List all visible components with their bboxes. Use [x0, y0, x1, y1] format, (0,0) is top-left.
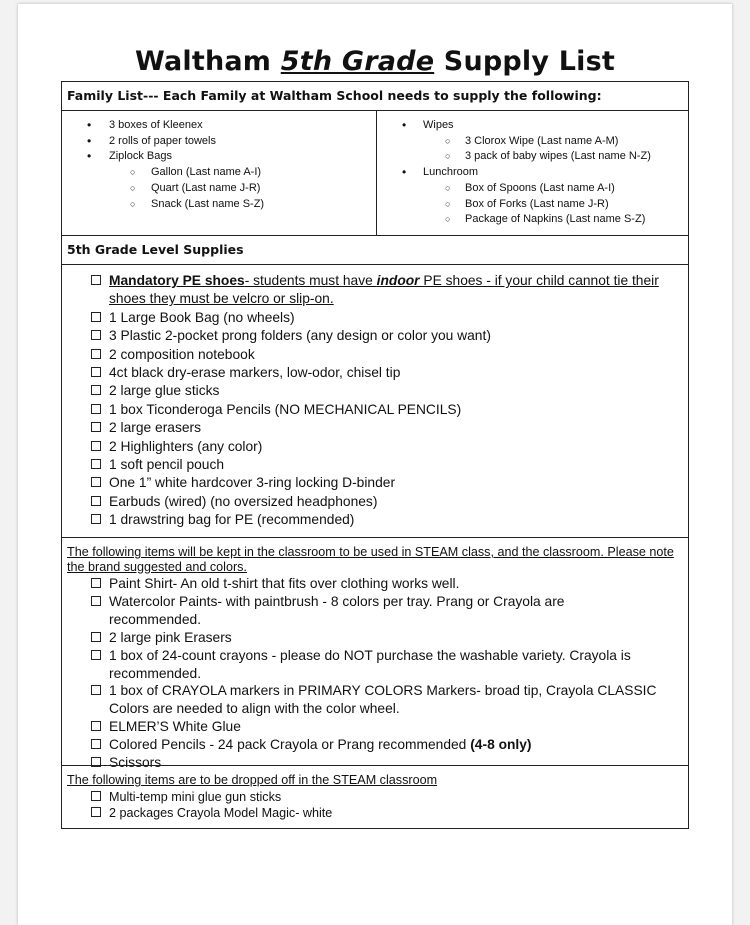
- checklist-item: [62, 647, 688, 683]
- checklist-item: [62, 718, 688, 736]
- checklist-item: [62, 629, 688, 647]
- checklist-item: [62, 805, 688, 821]
- checkbox[interactable]: [91, 514, 101, 524]
- checkbox[interactable]: [91, 596, 101, 606]
- checkbox[interactable]: [91, 441, 101, 451]
- family-list-left-column: [62, 111, 377, 235]
- steam-intro: The following items will be kept in the classroom to be used in STEAM class, and the classroom. Please note the brand suggested and colors.: [67, 545, 674, 574]
- bullet-item: • Lunchroom: [377, 165, 688, 181]
- checklist-item: [62, 327, 688, 345]
- checklist-item-label: Earbuds (wired) (no oversized headphones): [109, 493, 378, 509]
- sub-bullet-item: ○ Package of Napkins (Last name S-Z): [377, 212, 688, 228]
- checkbox[interactable]: [91, 459, 101, 469]
- sub-bullet-item: ○ Gallon (Last name A-I): [62, 165, 376, 181]
- checkbox[interactable]: [91, 349, 101, 359]
- checklist-item: [62, 309, 688, 327]
- checklist-item-label: 1 Large Book Bag (no wheels): [109, 309, 295, 325]
- checkbox[interactable]: [91, 650, 101, 660]
- checklist-item: [62, 401, 688, 419]
- sub-bullet-item: ○ 3 Clorox Wipe (Last name A-M): [377, 134, 688, 150]
- checklist-item-label: 2 composition notebook: [109, 346, 255, 362]
- checklist-item: [62, 419, 688, 437]
- checklist-item: [62, 456, 688, 474]
- family-list-header: Family List--- Each Family at Waltham School needs to supply the following:: [62, 82, 688, 111]
- checkbox[interactable]: [91, 367, 101, 377]
- bullet-item: • 3 boxes of Kleenex: [62, 118, 376, 134]
- checklist-item: [62, 364, 688, 382]
- checklist-item-label: ELMER’S White Glue: [109, 719, 241, 735]
- dropoff-box: [61, 765, 689, 829]
- pe-shoes-item: Mandatory PE shoes- students must have indoor PE shoes - if your child cannot tie their shoes they must be velcro or slip-on.: [62, 272, 688, 309]
- checklist-item-label: 1 box of 24-count crayons - please do NOT purchase the washable variety. Crayola is recommended.: [109, 647, 631, 681]
- checkbox[interactable]: [91, 685, 101, 695]
- sub-bullet-item: ○ Box of Forks (Last name J-R): [377, 197, 688, 213]
- checklist-item: [62, 789, 688, 805]
- checklist-item-label: 2 Highlighters (any color): [109, 438, 263, 454]
- checkbox[interactable]: [91, 739, 101, 749]
- checkbox[interactable]: [91, 632, 101, 642]
- steam-supplies-box: [61, 537, 689, 771]
- checklist-item-label: Paint Shirt- An old t-shirt that fits over clothing works well.: [109, 576, 460, 591]
- checklist-item-label: 3 Plastic 2-pocket prong folders (any design or color you want): [109, 328, 491, 344]
- checklist-item-label: 1 box of CRAYOLA markers in PRIMARY COLORS Markers- broad tip, Crayola CLASSIC Colors are needed to align with the color wheel.: [109, 683, 657, 717]
- checklist-item: Scissors: [62, 754, 688, 772]
- checklist-item-label: 2 packages Crayola Model Magic- white: [109, 806, 333, 820]
- checkbox[interactable]: [91, 807, 101, 817]
- checklist-item-label: 1 soft pencil pouch: [109, 457, 225, 473]
- checklist-item: [62, 682, 688, 718]
- grade-supplies-header: 5th Grade Level Supplies: [62, 236, 688, 265]
- dropoff-intro: The following items are to be dropped off in the STEAM classroom: [67, 773, 438, 787]
- checklist-item: [62, 346, 688, 364]
- checklist-item-label: 1 drawstring bag for PE (recommended): [109, 512, 355, 528]
- checkbox[interactable]: [91, 275, 101, 285]
- checkbox[interactable]: [91, 791, 101, 801]
- document-page: [18, 4, 732, 925]
- checkbox[interactable]: [91, 385, 101, 395]
- checkbox[interactable]: [91, 496, 101, 506]
- checklist-item: Colored Pencils - 24 pack Crayola or Prang recommended (4-8 only): [62, 736, 688, 754]
- checklist-item: [62, 511, 688, 529]
- page-title: Waltham 5th Grade Supply List: [134, 46, 616, 77]
- checkbox[interactable]: [91, 404, 101, 414]
- checklist-item-label: Watercolor Paints- with paintbrush - 8 colors per tray. Prang or Crayola are recommended.: [109, 593, 565, 627]
- family-list-right-column: [377, 111, 688, 235]
- checklist-item: [62, 382, 688, 400]
- bullet-item: • Ziplock Bags: [62, 149, 376, 165]
- checklist-item: [62, 474, 688, 492]
- checklist-item-label: 4ct black dry-erase markers, low-odor, chisel tip: [109, 365, 401, 381]
- sub-bullet-item: ○ Quart (Last name J-R): [62, 181, 376, 197]
- sub-bullet-item: ○ Box of Spoons (Last name A-I): [377, 181, 688, 197]
- bullet-item: • Wipes: [377, 118, 688, 134]
- grade-emphasis: 5th Grade: [280, 46, 435, 77]
- checkbox[interactable]: [91, 578, 101, 588]
- checkbox[interactable]: [91, 312, 101, 322]
- checklist-item: [62, 593, 688, 629]
- checklist-item-label: 2 large glue sticks: [109, 383, 220, 399]
- checkbox[interactable]: [91, 477, 101, 487]
- checkbox[interactable]: [91, 422, 101, 432]
- grade-supplies-box: [61, 235, 689, 538]
- checklist-item: [62, 438, 688, 456]
- checkbox[interactable]: [91, 721, 101, 731]
- checklist-item-label: One 1” white hardcover 3-ring locking D-binder: [109, 475, 396, 491]
- bullet-item: • 2 rolls of paper towels: [62, 134, 376, 150]
- family-list-box: [61, 81, 689, 236]
- sub-bullet-item: ○ 3 pack of baby wipes (Last name N-Z): [377, 149, 688, 165]
- checkbox[interactable]: [91, 330, 101, 340]
- checklist-item: [62, 575, 688, 593]
- checklist-item-label: Multi-temp mini glue gun sticks: [109, 790, 282, 804]
- checklist-item-label: 2 large pink Erasers: [109, 629, 232, 645]
- checklist-item: [62, 493, 688, 511]
- checklist-item-label: 2 large erasers: [109, 420, 202, 436]
- sub-bullet-item: ○ Snack (Last name S-Z): [62, 197, 376, 213]
- checklist-item-label: 1 box Ticonderoga Pencils (NO MECHANICAL PENCILS): [109, 401, 462, 417]
